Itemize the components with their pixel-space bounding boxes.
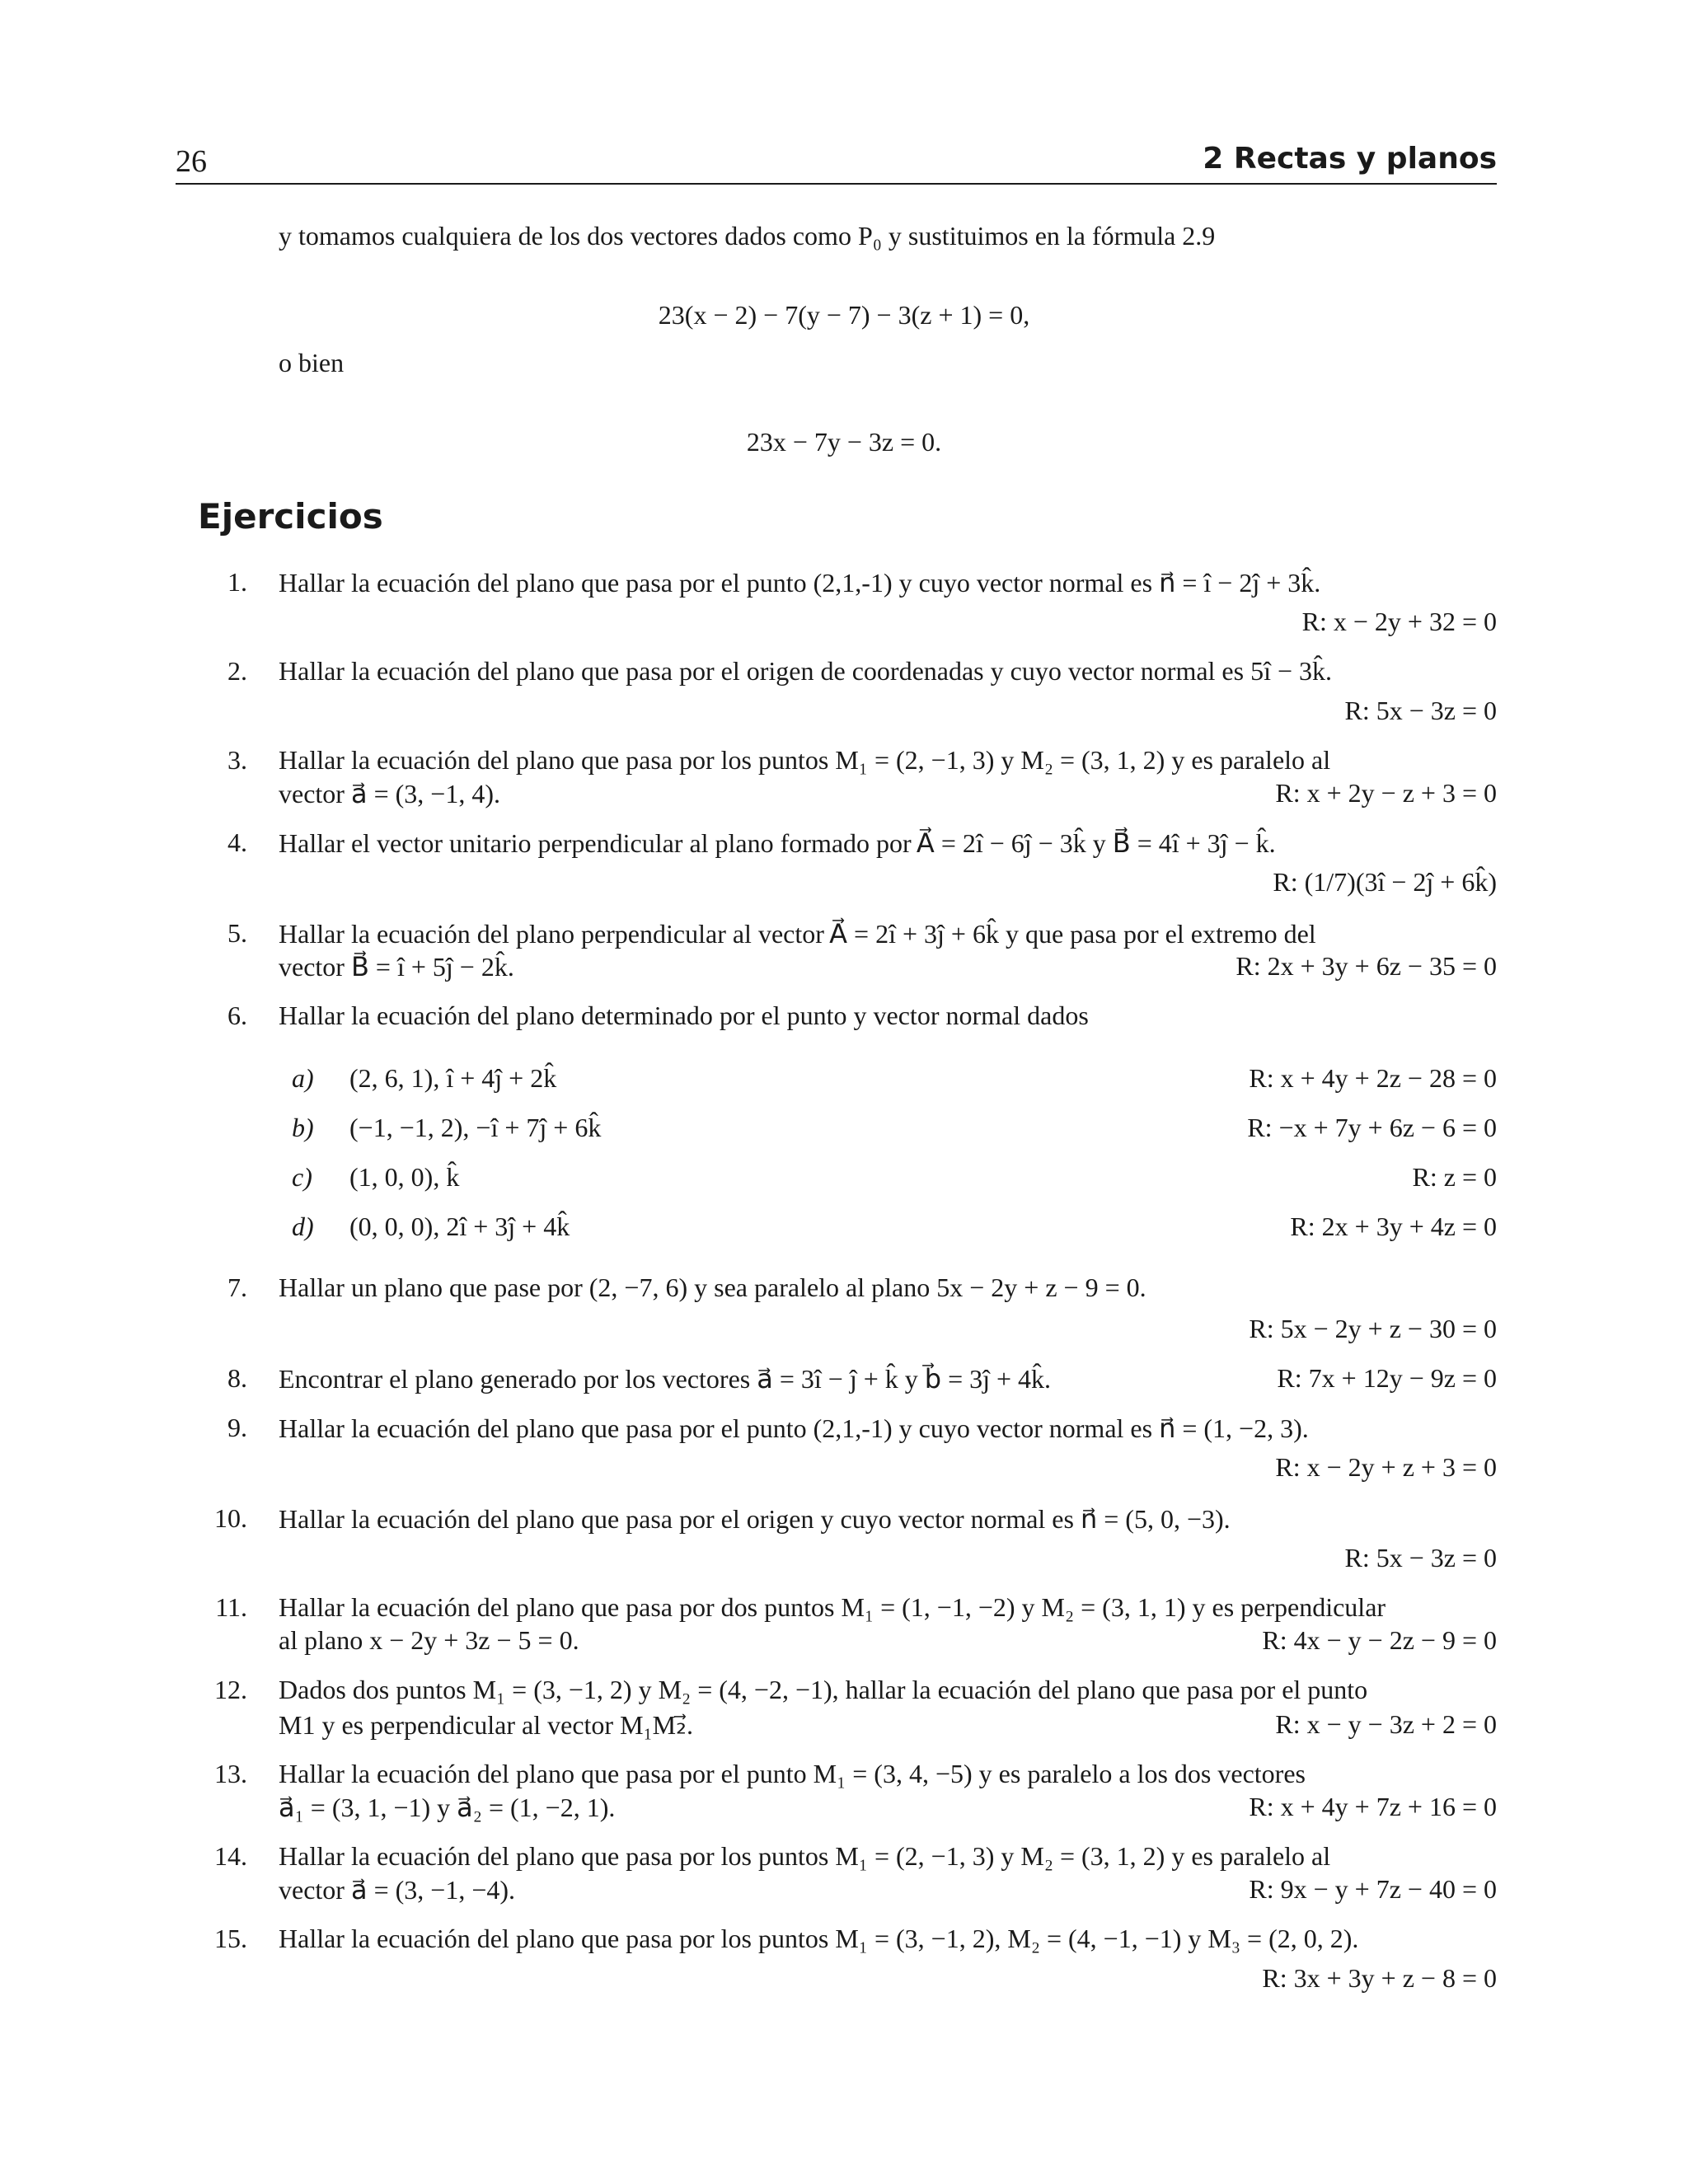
- exercise-answer: R: 5x − 2y + z − 30 = 0: [1249, 1314, 1497, 1343]
- exercise-text: Hallar la ecuación del plano que pasa por los puntos M₁ = (3, −1, 2), M₂ = (4, −1, −1) y M₃ = (2, 0, 2).: [279, 1924, 1359, 1953]
- sub-item-label: a): [292, 1063, 314, 1093]
- sub-item-label: d): [292, 1212, 314, 1241]
- sub-item-text: (−1, −1, 2), −î + 7ĵ + 6k̂: [349, 1113, 602, 1142]
- exercise-answer: R: 4x − y − 2z − 9 = 0: [1262, 1625, 1497, 1655]
- sub-item-text: (2, 6, 1), î + 4ĵ + 2k̂: [349, 1063, 557, 1093]
- exercise-answer: R: 3x + 3y + z − 8 = 0: [1262, 1963, 1497, 1993]
- exercise-number: 14.: [214, 1841, 247, 1871]
- equation-1: 23(x − 2) − 7(y − 7) − 3(z + 1) = 0,: [658, 300, 1030, 330]
- exercise-answer: R: (1/7)(3î − 2ĵ + 6k̂): [1273, 867, 1497, 897]
- exercise-answer: R: x − y − 3z + 2 = 0: [1275, 1709, 1497, 1739]
- sub-item-answer: R: x + 4y + 2z − 28 = 0: [1249, 1063, 1497, 1093]
- exercise-text: a⃗₁ = (3, 1, −1) y a⃗₂ = (1, −2, 1).: [279, 1793, 616, 1822]
- exercise-text: Hallar la ecuación del plano perpendicular al vector A⃗ = 2î + 3ĵ + 6k̂ y que pasa por el extremo del: [279, 919, 1316, 949]
- exercise-number: 12.: [214, 1675, 247, 1704]
- exercise-answer: R: x + 4y + 7z + 16 = 0: [1249, 1792, 1497, 1821]
- exercise-text: Hallar la ecuación del plano que pasa por el punto (2,1,-1) y cuyo vector normal es n⃗ = î − 2ĵ + 3k̂.: [279, 568, 1321, 598]
- exercise-number: 1.: [227, 567, 247, 597]
- exercise-answer: R: 5x − 3z = 0: [1344, 1543, 1497, 1572]
- exercise-number: 3.: [227, 745, 247, 775]
- exercise-number: 2.: [227, 656, 247, 686]
- chapter-title: 2 Rectas y planos: [1203, 142, 1497, 176]
- exercise-answer: R: x − 2y + 32 = 0: [1301, 607, 1497, 636]
- sub-item-text: (1, 0, 0), k̂: [349, 1162, 460, 1192]
- exercise-number: 5.: [227, 918, 247, 948]
- sub-item-answer: R: −x + 7y + 6z − 6 = 0: [1247, 1113, 1497, 1142]
- exercise-text: al plano x − 2y + 3z − 5 = 0.: [279, 1625, 579, 1655]
- exercise-answer: R: x − 2y + z + 3 = 0: [1275, 1452, 1497, 1482]
- exercise-text: Hallar la ecuación del plano que pasa por el origen de coordenadas y cuyo vector normal es 5î − 3k̂.: [279, 656, 1333, 686]
- exercise-text: Encontrar el plano generado por los vectores a⃗ = 3î − ĵ + k̂ y b⃗ = 3ĵ + 4k̂.: [279, 1364, 1052, 1394]
- o-bien-text: o bien: [279, 348, 345, 377]
- exercise-answer: R: 7x + 12y − 9z = 0: [1277, 1363, 1497, 1393]
- exercise-text: Hallar el vector unitario perpendicular al plano formado por A⃗ = 2î − 6ĵ − 3k̂ y B⃗ = 4î + 3ĵ − k̂.: [279, 828, 1276, 858]
- exercise-number: 8.: [227, 1363, 247, 1393]
- sub-item-answer: R: z = 0: [1412, 1162, 1497, 1192]
- exercise-text: Hallar la ecuación del plano que pasa por el origen y cuyo vector normal es n⃗ = (5, 0, −3).: [279, 1504, 1231, 1534]
- sub-item-text: (0, 0, 0), 2î + 3ĵ + 4k̂: [349, 1212, 570, 1241]
- exercise-number: 9.: [227, 1413, 247, 1442]
- exercise-text: Hallar la ecuación del plano que pasa por el punto (2,1,-1) y cuyo vector normal es n⃗ = (1, −2, 3).: [279, 1413, 1309, 1443]
- equation-2: 23x − 7y − 3z = 0.: [746, 427, 942, 457]
- exercise-number: 7.: [227, 1272, 247, 1302]
- exercise-text: Hallar la ecuación del plano que pasa por dos puntos M₁ = (1, −1, −2) y M₂ = (3, 1, 1) y es perpendicular: [279, 1592, 1386, 1622]
- exercise-text: vector a⃗ = (3, −1, 4).: [279, 779, 500, 808]
- page-number: 26: [176, 144, 207, 179]
- exercise-number: 4.: [227, 827, 247, 857]
- exercise-text: Hallar un plano que pase por (2, −7, 6) y sea paralelo al plano 5x − 2y + z − 9 = 0.: [279, 1272, 1146, 1302]
- section-title: Ejercicios: [198, 496, 383, 537]
- exercise-text: Hallar la ecuación del plano determinado por el punto y vector normal dados: [279, 1001, 1089, 1030]
- exercise-number: 13.: [214, 1759, 247, 1788]
- sub-item-label: c): [292, 1162, 312, 1192]
- sub-item-label: b): [292, 1113, 314, 1142]
- exercise-number: 11.: [215, 1592, 247, 1622]
- exercise-text: Hallar la ecuación del plano que pasa por los puntos M₁ = (2, −1, 3) y M₂ = (3, 1, 2) y es paralelo al: [279, 1841, 1331, 1871]
- exercise-text: vector B⃗ = î + 5ĵ − 2k̂.: [279, 952, 514, 982]
- exercise-number: 15.: [214, 1924, 247, 1953]
- exercise-answer: R: x + 2y − z + 3 = 0: [1275, 778, 1497, 808]
- intro-text: y tomamos cualquiera de los dos vectores dados como P₀ y sustituimos en la fórmula 2.9: [279, 221, 1216, 251]
- exercise-answer: R: 5x − 3z = 0: [1344, 696, 1497, 725]
- exercise-text: M1 y es perpendicular al vector M₁M₂⃗.: [279, 1710, 693, 1740]
- exercise-number: 6.: [227, 1001, 247, 1030]
- exercise-number: 10.: [214, 1503, 247, 1533]
- exercise-answer: R: 2x + 3y + 6z − 35 = 0: [1236, 951, 1497, 981]
- page-header: [176, 140, 1497, 185]
- exercise-answer: R: 9x − y + 7z − 40 = 0: [1249, 1874, 1497, 1904]
- exercise-text: Hallar la ecuación del plano que pasa por el punto M₁ = (3, 4, −5) y es paralelo a los dos vectores: [279, 1759, 1306, 1788]
- exercise-text: Hallar la ecuación del plano que pasa por los puntos M₁ = (2, −1, 3) y M₂ = (3, 1, 2) y es paralelo al: [279, 745, 1331, 775]
- exercise-text: vector a⃗ = (3, −1, −4).: [279, 1875, 516, 1905]
- exercise-text: Dados dos puntos M₁ = (3, −1, 2) y M₂ = (4, −2, −1), hallar la ecuación del plano que pasa por el punto: [279, 1675, 1368, 1704]
- sub-item-answer: R: 2x + 3y + 4z = 0: [1290, 1212, 1497, 1241]
